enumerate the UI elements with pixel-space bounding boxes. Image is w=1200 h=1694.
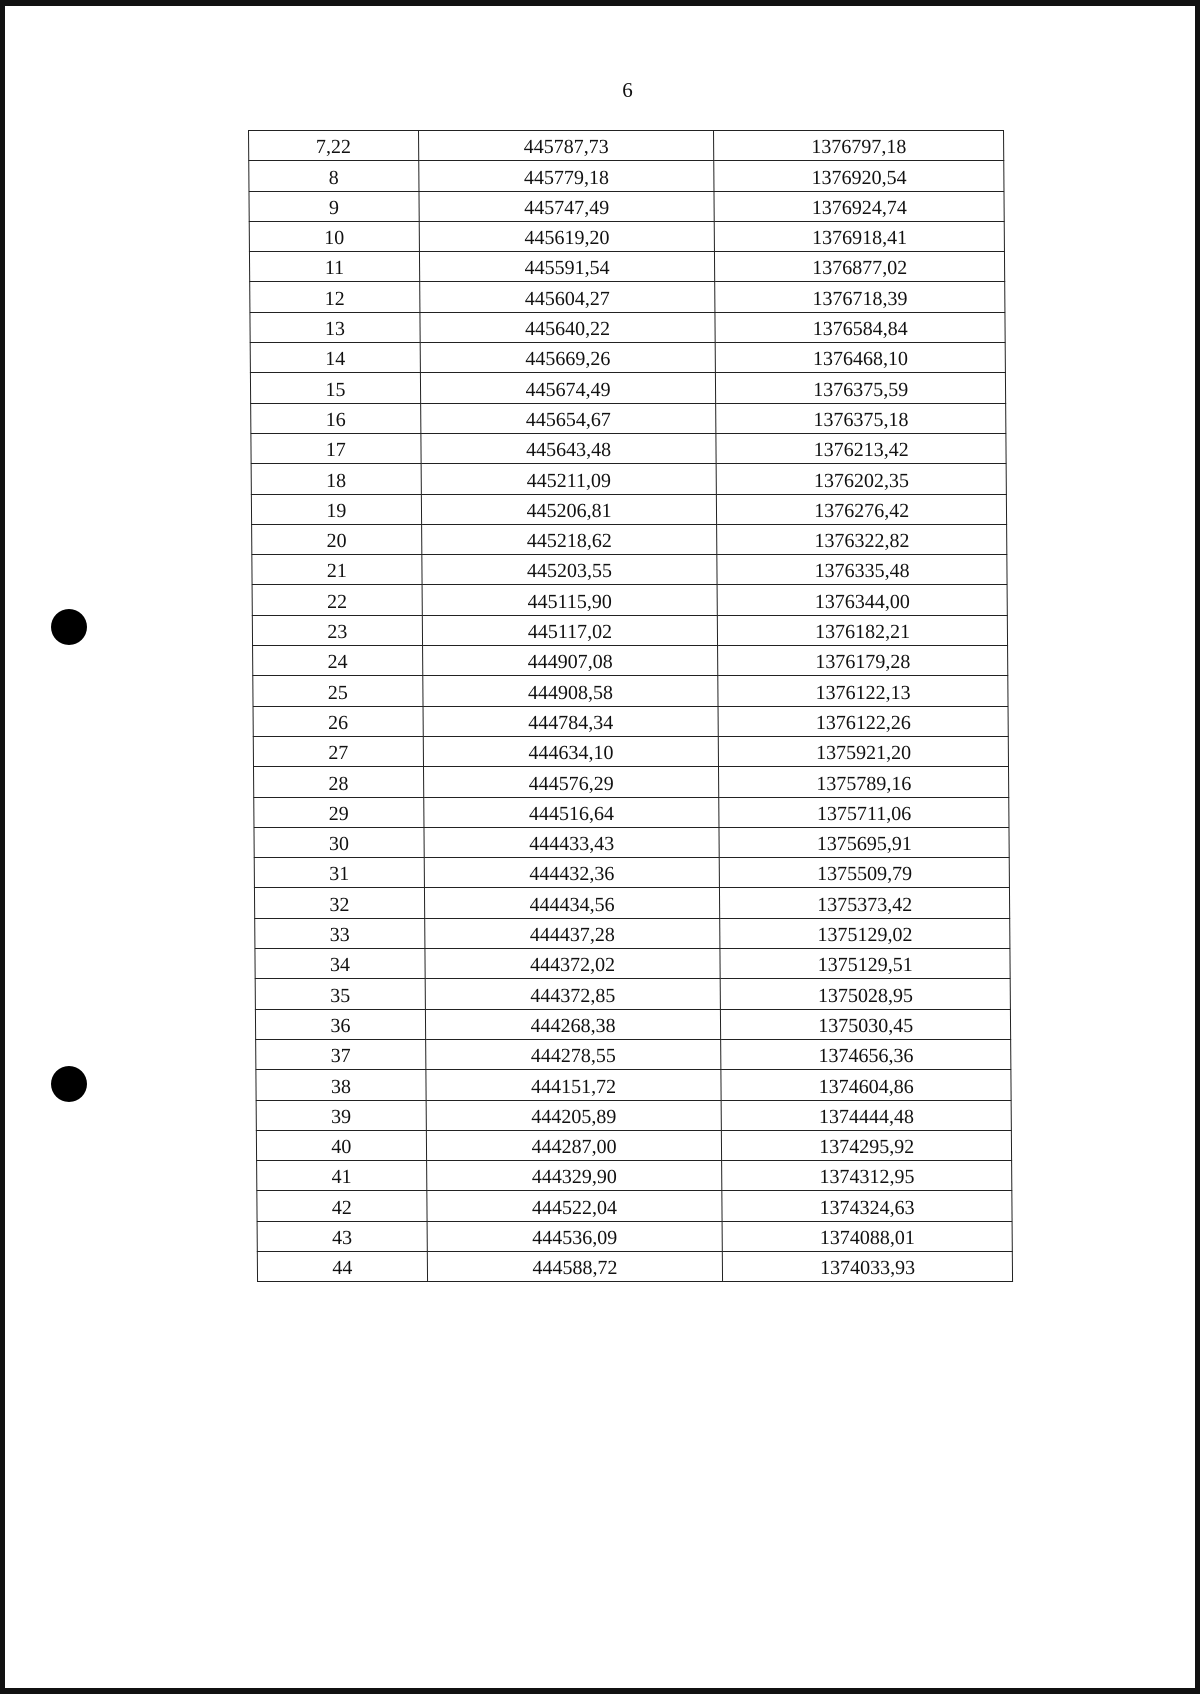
- point-number-cell: 23: [252, 615, 422, 645]
- y-coordinate-cell: 1375373,42: [720, 888, 1010, 918]
- y-coordinate-cell: 1375921,20: [719, 736, 1009, 766]
- x-coordinate-cell: 445203,55: [422, 555, 718, 585]
- y-coordinate-cell: 1376375,59: [716, 373, 1006, 403]
- x-coordinate-cell: 445779,18: [418, 161, 714, 191]
- point-number-cell: 24: [253, 646, 423, 676]
- y-coordinate-cell: 1375030,45: [721, 1009, 1011, 1039]
- point-number-cell: 41: [257, 1161, 427, 1191]
- table-row: [255, 949, 1010, 979]
- table-row: [252, 615, 1007, 645]
- y-coordinate-cell: 1376584,84: [715, 312, 1005, 342]
- x-coordinate-cell: 444634,10: [423, 736, 719, 766]
- x-coordinate-cell: 445604,27: [419, 282, 715, 312]
- table-row: [255, 979, 1010, 1009]
- table-row: [252, 585, 1007, 615]
- point-number-cell: 20: [252, 524, 422, 554]
- y-coordinate-cell: 1374444,48: [721, 1100, 1011, 1130]
- point-number-cell: 25: [253, 676, 423, 706]
- x-coordinate-cell: 444268,38: [425, 1009, 721, 1039]
- point-number-cell: 22: [252, 585, 422, 615]
- x-coordinate-cell: 444784,34: [423, 706, 719, 736]
- y-coordinate-cell: 1376202,35: [716, 464, 1006, 494]
- punch-hole-top: [51, 609, 87, 645]
- y-coordinate-cell: 1374604,86: [721, 1070, 1011, 1100]
- x-coordinate-cell: 445619,20: [419, 221, 715, 251]
- y-coordinate-cell: 1374324,63: [722, 1191, 1012, 1221]
- y-coordinate-cell: 1376179,28: [718, 646, 1008, 676]
- x-coordinate-cell: 444205,89: [426, 1100, 722, 1130]
- table-row: [256, 1070, 1011, 1100]
- point-number-cell: 19: [251, 494, 421, 524]
- point-number-cell: 21: [252, 555, 422, 585]
- punch-hole-bottom: [51, 1066, 87, 1102]
- table-row: [257, 1251, 1012, 1281]
- point-number-cell: 26: [253, 706, 423, 736]
- table-row: [251, 403, 1006, 433]
- x-coordinate-cell: 445218,62: [421, 524, 717, 554]
- point-number-cell: 27: [253, 736, 423, 766]
- y-coordinate-cell: 1376918,41: [715, 221, 1005, 251]
- table-row: [251, 433, 1006, 463]
- y-coordinate-cell: 1376924,74: [714, 191, 1004, 221]
- coordinates-table: [248, 130, 1013, 1282]
- table-row: [250, 312, 1005, 342]
- x-coordinate-cell: 445674,49: [420, 373, 716, 403]
- x-coordinate-cell: 445787,73: [418, 131, 714, 161]
- x-coordinate-cell: 445206,81: [421, 494, 717, 524]
- table-row: [254, 827, 1009, 857]
- table-row: [251, 464, 1006, 494]
- y-coordinate-cell: 1375028,95: [721, 979, 1011, 1009]
- point-number-cell: 39: [256, 1100, 426, 1130]
- point-number-cell: 16: [251, 403, 421, 433]
- table-row: [249, 161, 1004, 191]
- x-coordinate-cell: 444432,36: [424, 858, 720, 888]
- table-row: [254, 858, 1009, 888]
- x-coordinate-cell: 444329,90: [426, 1161, 722, 1191]
- table-row: [257, 1221, 1012, 1251]
- y-coordinate-cell: 1374033,93: [723, 1251, 1013, 1281]
- x-coordinate-cell: 444372,02: [425, 949, 721, 979]
- x-coordinate-cell: 444907,08: [422, 646, 718, 676]
- x-coordinate-cell: 444908,58: [423, 676, 719, 706]
- y-coordinate-cell: 1376920,54: [714, 161, 1004, 191]
- y-coordinate-cell: 1376335,48: [717, 555, 1007, 585]
- table-row: [250, 343, 1005, 373]
- point-number-cell: 8: [249, 161, 419, 191]
- table-row: [252, 555, 1007, 585]
- point-number-cell: 36: [255, 1009, 425, 1039]
- table-row: [249, 131, 1004, 161]
- table-row: [256, 1130, 1011, 1160]
- point-number-cell: 15: [250, 373, 420, 403]
- y-coordinate-cell: 1374656,36: [721, 1039, 1011, 1069]
- table-row: [255, 918, 1010, 948]
- y-coordinate-cell: 1374312,95: [722, 1161, 1012, 1191]
- coordinates-table-body: [249, 131, 1013, 1282]
- page-number: 6: [622, 78, 633, 102]
- point-number-cell: 32: [254, 888, 424, 918]
- x-coordinate-cell: 444576,29: [423, 767, 719, 797]
- point-number-cell: 18: [251, 464, 421, 494]
- x-coordinate-cell: 445747,49: [419, 191, 715, 221]
- x-coordinate-cell: 445643,48: [421, 433, 717, 463]
- y-coordinate-cell: 1375789,16: [719, 767, 1009, 797]
- y-coordinate-cell: 1375129,02: [720, 918, 1010, 948]
- table-row: [254, 797, 1009, 827]
- y-coordinate-cell: 1374088,01: [722, 1221, 1012, 1251]
- y-coordinate-cell: 1376468,10: [716, 343, 1006, 373]
- point-number-cell: 12: [250, 282, 420, 312]
- table-row: [253, 706, 1008, 736]
- point-number-cell: 38: [256, 1070, 426, 1100]
- point-number-cell: 34: [255, 949, 425, 979]
- point-number-cell: 35: [255, 979, 425, 1009]
- x-coordinate-cell: 444434,56: [424, 888, 720, 918]
- y-coordinate-cell: 1376344,00: [717, 585, 1007, 615]
- y-coordinate-cell: 1375711,06: [719, 797, 1009, 827]
- y-coordinate-cell: 1376877,02: [715, 252, 1005, 282]
- point-number-cell: 31: [254, 858, 424, 888]
- point-number-cell: 7,22: [249, 131, 419, 161]
- x-coordinate-cell: 444522,04: [427, 1191, 723, 1221]
- x-coordinate-cell: 445669,26: [420, 343, 716, 373]
- x-coordinate-cell: 444278,55: [425, 1039, 721, 1069]
- y-coordinate-cell: 1376276,42: [717, 494, 1007, 524]
- x-coordinate-cell: 444372,85: [425, 979, 721, 1009]
- point-number-cell: 37: [256, 1039, 426, 1069]
- table-row: [256, 1039, 1011, 1069]
- x-coordinate-cell: 444287,00: [426, 1130, 722, 1160]
- y-coordinate-cell: 1376182,21: [718, 615, 1008, 645]
- table-row: [249, 252, 1004, 282]
- table-row: [257, 1191, 1012, 1221]
- y-coordinate-cell: 1376322,82: [717, 524, 1007, 554]
- y-coordinate-cell: 1375129,51: [720, 949, 1010, 979]
- point-number-cell: 28: [254, 767, 424, 797]
- x-coordinate-cell: 444536,09: [427, 1221, 723, 1251]
- y-coordinate-cell: 1376122,13: [718, 676, 1008, 706]
- table-row: [255, 1009, 1010, 1039]
- point-number-cell: 14: [250, 343, 420, 373]
- table-row: [254, 767, 1009, 797]
- x-coordinate-cell: 445117,02: [422, 615, 718, 645]
- point-number-cell: 17: [251, 433, 421, 463]
- table-row: [253, 646, 1008, 676]
- table-row: [251, 494, 1006, 524]
- x-coordinate-cell: 445654,67: [420, 403, 716, 433]
- table-row: [250, 282, 1005, 312]
- table-row: [249, 191, 1004, 221]
- table-row: [252, 524, 1007, 554]
- x-coordinate-cell: 445115,90: [422, 585, 718, 615]
- table-row: [253, 676, 1008, 706]
- y-coordinate-cell: 1376797,18: [714, 131, 1004, 161]
- x-coordinate-cell: 444151,72: [426, 1070, 722, 1100]
- y-coordinate-cell: 1376718,39: [715, 282, 1005, 312]
- point-number-cell: 40: [256, 1130, 426, 1160]
- point-number-cell: 11: [249, 252, 419, 282]
- table-row: [254, 888, 1009, 918]
- x-coordinate-cell: 445640,22: [420, 312, 716, 342]
- point-number-cell: 9: [249, 191, 419, 221]
- y-coordinate-cell: 1376213,42: [716, 433, 1006, 463]
- table-row: [257, 1161, 1012, 1191]
- table-row: [249, 221, 1004, 251]
- table-row: [253, 736, 1008, 766]
- y-coordinate-cell: 1375695,91: [719, 827, 1009, 857]
- point-number-cell: 33: [255, 918, 425, 948]
- point-number-cell: 13: [250, 312, 420, 342]
- y-coordinate-cell: 1376122,26: [718, 706, 1008, 736]
- y-coordinate-cell: 1374295,92: [722, 1130, 1012, 1160]
- y-coordinate-cell: 1376375,18: [716, 403, 1006, 433]
- x-coordinate-cell: 445591,54: [419, 252, 715, 282]
- point-number-cell: 10: [249, 221, 419, 251]
- x-coordinate-cell: 444437,28: [424, 918, 720, 948]
- point-number-cell: 43: [257, 1221, 427, 1251]
- x-coordinate-cell: 444588,72: [427, 1251, 723, 1281]
- x-coordinate-cell: 444433,43: [424, 827, 720, 857]
- table-row: [250, 373, 1005, 403]
- x-coordinate-cell: 445211,09: [421, 464, 717, 494]
- x-coordinate-cell: 444516,64: [423, 797, 719, 827]
- point-number-cell: 30: [254, 827, 424, 857]
- point-number-cell: 29: [254, 797, 424, 827]
- point-number-cell: 44: [257, 1251, 427, 1281]
- point-number-cell: 42: [257, 1191, 427, 1221]
- table-row: [256, 1100, 1011, 1130]
- y-coordinate-cell: 1375509,79: [720, 858, 1010, 888]
